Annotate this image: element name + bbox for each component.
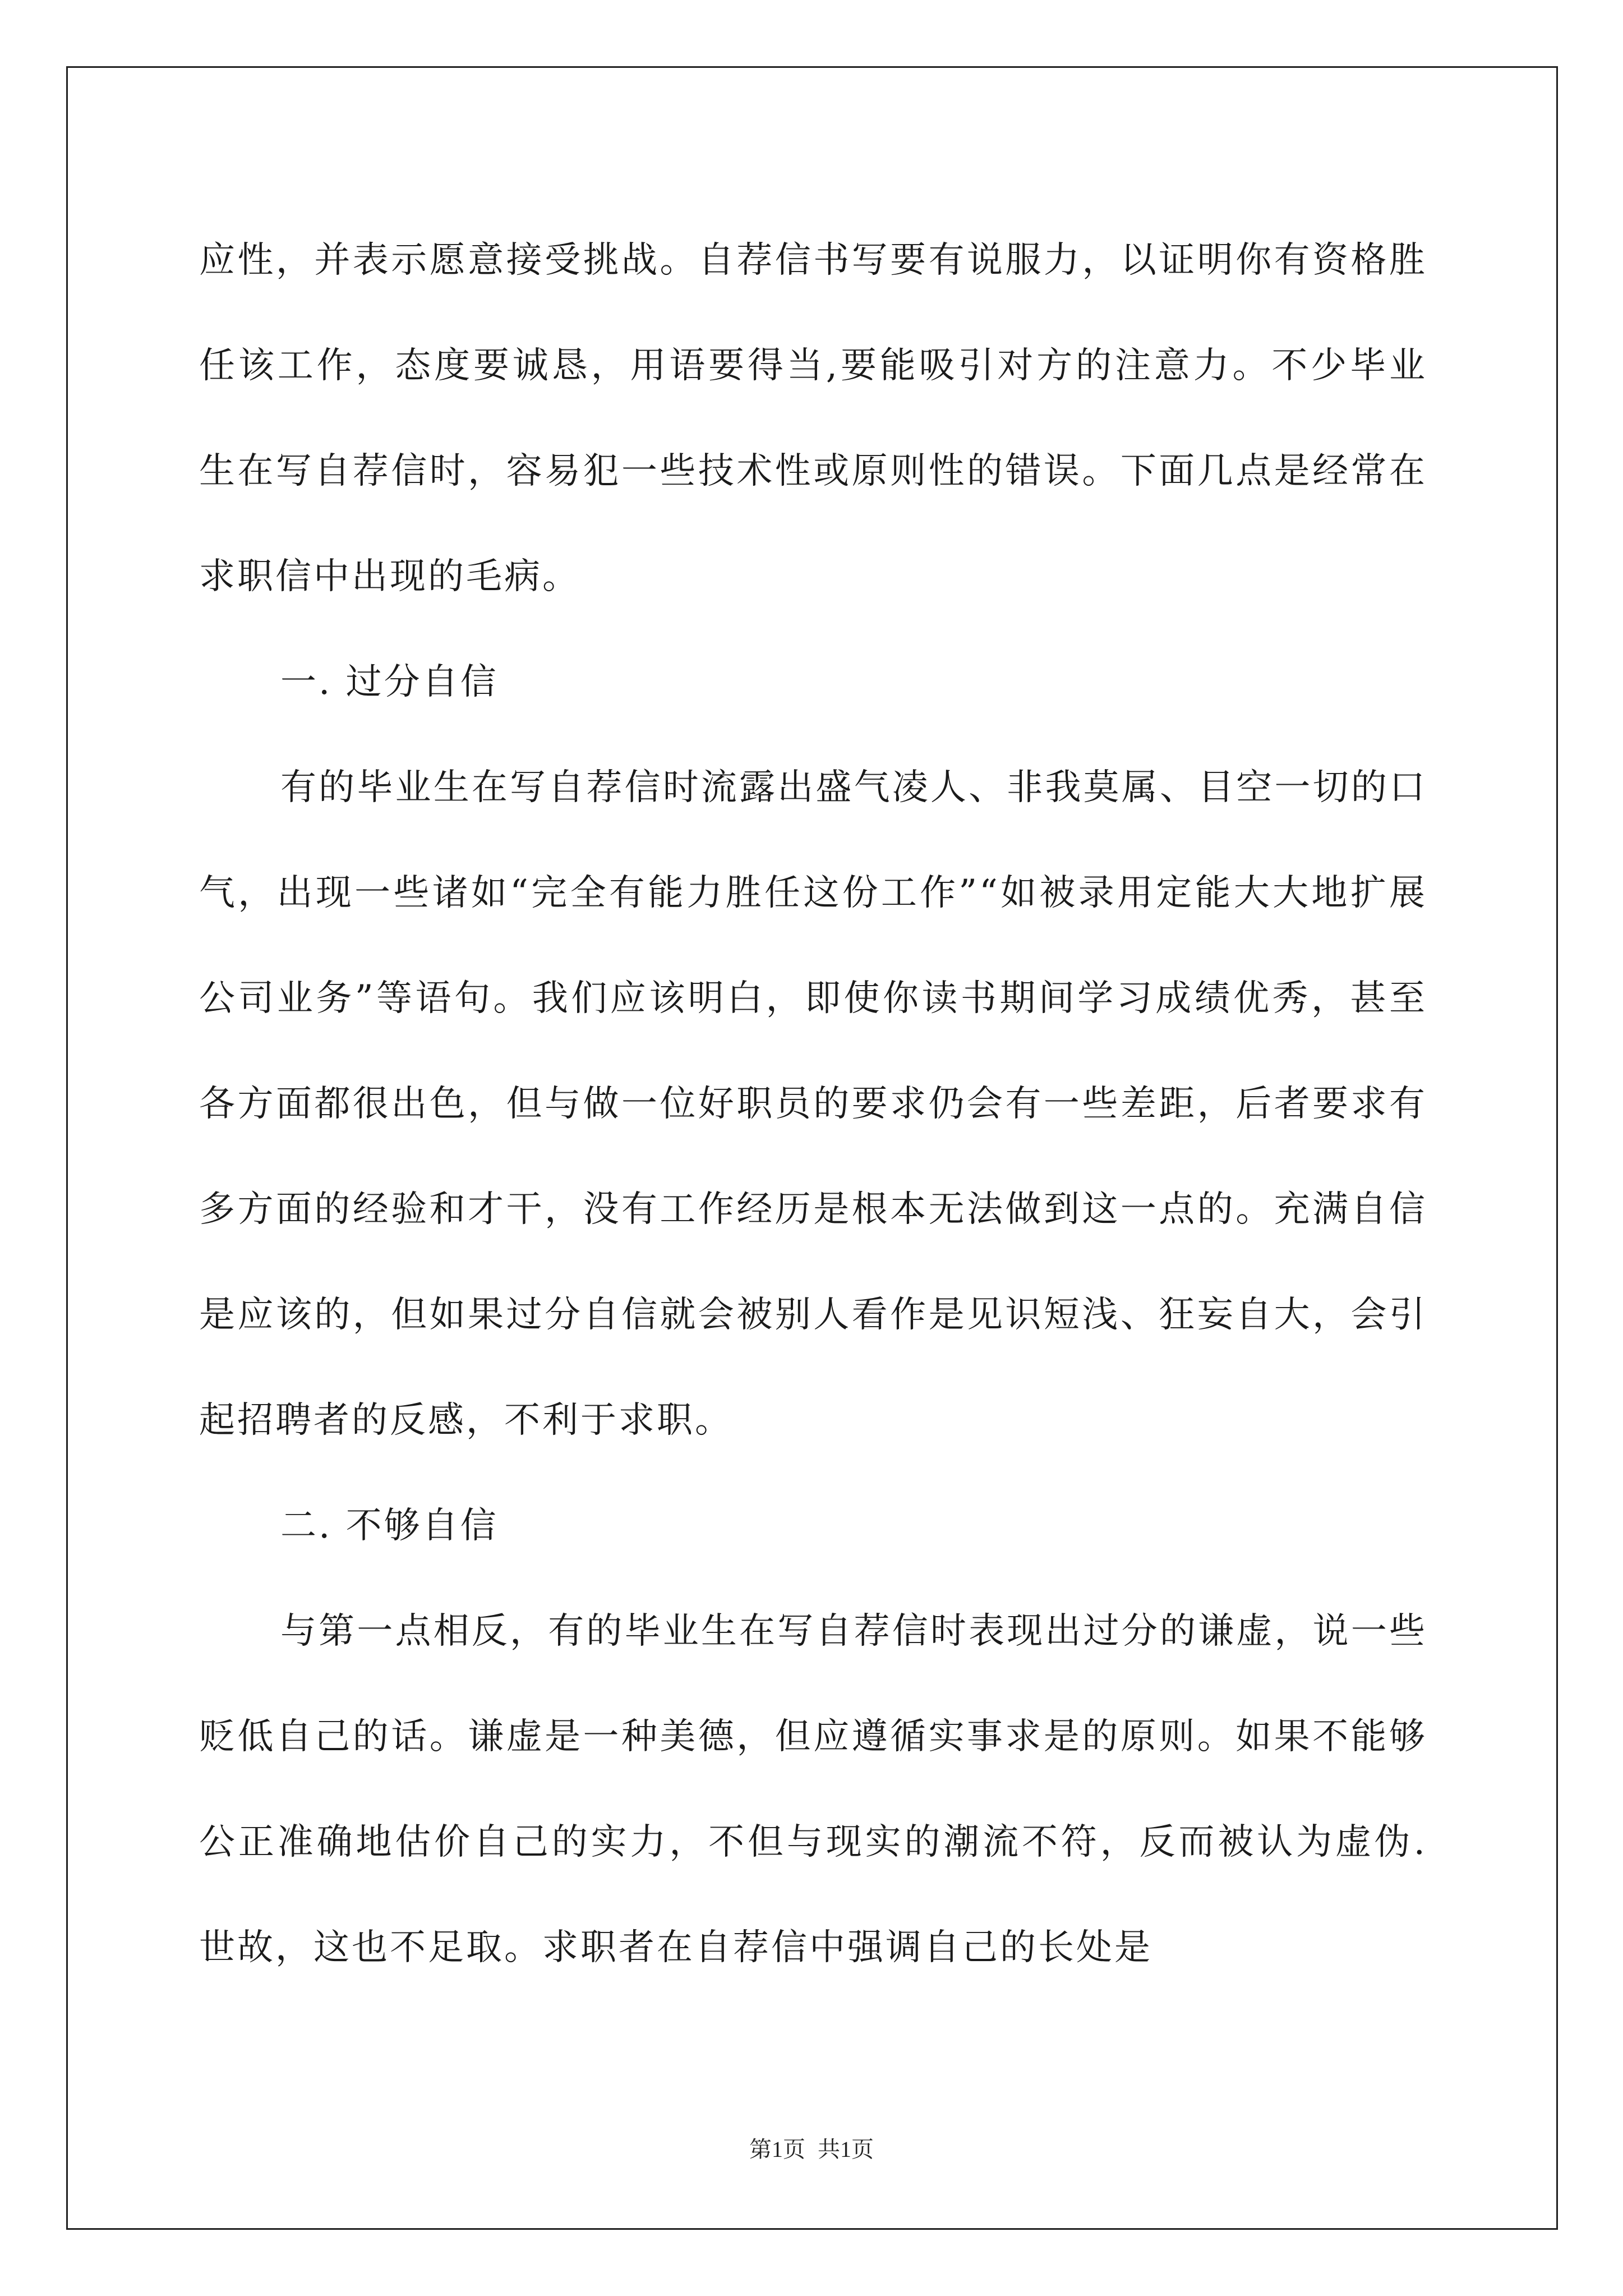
section-heading-overconfidence: 一. 过分自信 [280,661,499,703]
paragraph-intro: 应性，并表示愿意接受挑战。自荐信书写要有说服力，以证明你有资格胜任该工作，态度要诚恳，用语要得当,要能吸引对方的注意力。不少毕业生在写自荐信时，容易犯一些技术性或原则性的错误。下面几点是经常在求职信中出现的毛病。 [199,240,1427,597]
page-number-current: 第1页 [749,2137,805,2162]
page-number-total: 共1页 [818,2137,874,2162]
section-heading-underconfidence: 二. 不够自信 [280,1505,499,1547]
page-footer [0,2132,1623,2164]
paragraph-overconfidence: 有的毕业生在写自荐信时流露出盛气凌人、非我莫属、目空一切的口气，出现一些诸如“完全有能力胜任这份工作”“如被录用定能大大地扩展公司业务”等语句。我们应该明白，即使你读书期间学习成绩优秀，甚至各方面都很出色，但与做一位好职员的要求仍会有一些差距，后者要求有多方面的经验和才干，没有工作经历是根本无法做到这一点的。充满自信是应该的，但如果过分自信就会被别人看作是见识短浅、狂妄自大，会引起招聘者的反感，不利于求职。 [199,767,1427,1441]
document-body [199,208,1427,2000]
paragraph-underconfidence: 与第一点相反，有的毕业生在写自荐信时表现出过分的谦虚，说一些贬低自己的话。谦虚是一种美德，但应遵循实事求是的原则。如果不能够公正准确地估价自己的实力，不但与现实的潮流不符，反而被认为虚伪. 世故，这也不足取。求职者在自荐信中强调自己的长处是 [199,1611,1427,1968]
